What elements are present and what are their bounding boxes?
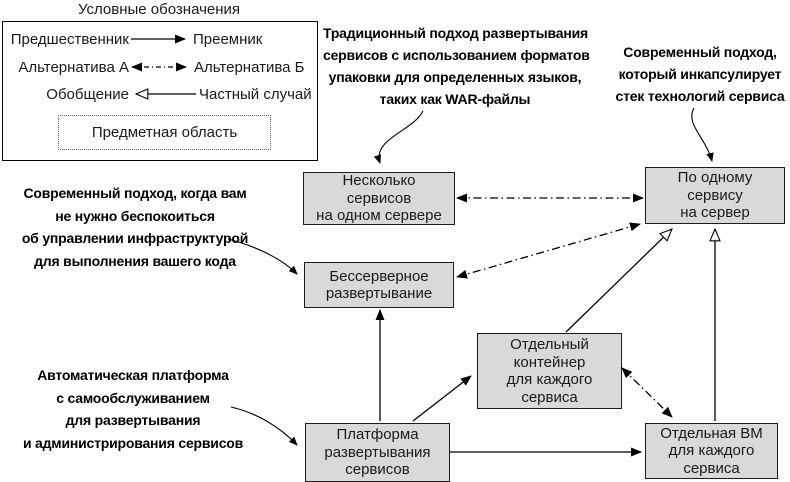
- annotation-platform-note: [2, 364, 264, 454]
- annotation-line: Современный подход, когда вам: [23, 185, 247, 201]
- leader-modern-to-oneper: [692, 108, 712, 161]
- legend-box: [2, 21, 318, 161]
- annotation-line: который инкапсулирует: [618, 66, 782, 82]
- annotation-line: таких как WAR-файлы: [379, 91, 531, 107]
- node-label-line: контейнер: [513, 353, 586, 371]
- annotation-serverless-note: [0, 182, 270, 272]
- node-label-line: сервисов: [346, 189, 412, 207]
- annotation-line: для выполнения вашего кода: [34, 252, 236, 269]
- node-serverless-deployment: [304, 262, 454, 308]
- annotation-line: Автоматическая платформа: [37, 367, 229, 383]
- node-container-per-service: [477, 333, 622, 409]
- node-label-line: сервиса: [683, 459, 740, 477]
- node-label-line: сервисов: [345, 461, 410, 479]
- legend-title: Условные обозначения: [77, 1, 241, 18]
- node-label-line: на одном сервере: [316, 207, 442, 225]
- annotation-line: Традиционный подход развертывания: [323, 25, 588, 41]
- node-one-service-per-server: [645, 167, 785, 224]
- node-label-line: развертывание: [325, 285, 433, 302]
- edge-alternative-serverless-oneper: [457, 224, 640, 277]
- node-label-line: Отдельный: [510, 336, 589, 353]
- node-label-line: сервису: [687, 186, 743, 204]
- node-vm-per-service: [645, 423, 778, 479]
- node-label-line: Несколько: [342, 172, 416, 190]
- legend-domain-area-box: [58, 115, 271, 150]
- node-label-line: По одному: [677, 169, 753, 187]
- legend-generalization-label: Обобщение: [46, 86, 129, 103]
- node-label-line: для каждого: [506, 371, 593, 388]
- annotation-line: стек технологий сервиса: [615, 88, 785, 104]
- edge-container-generalizes-oneper: [566, 229, 672, 332]
- legend-successor-label: Преемник: [193, 31, 263, 48]
- node-multiple-services-single-server: [303, 172, 455, 225]
- node-label-line: развертывания: [324, 443, 431, 461]
- annotation-line: с самообслуживанием: [56, 389, 210, 406]
- annotation-line: для развертывания: [65, 412, 201, 428]
- node-label-line: для каждого: [668, 442, 755, 460]
- node-service-deployment-platform: [305, 423, 450, 482]
- annotation-line: упаковки для определенных языков,: [328, 69, 582, 85]
- node-label-line: Платформа: [336, 426, 419, 444]
- annotation-line: не нужно беспокоиться: [55, 207, 215, 224]
- node-label-line: на сервер: [680, 204, 750, 222]
- annotation-modern-encapsulates: [610, 41, 790, 107]
- edge-alternative-container-vm: [622, 368, 672, 417]
- annotation-line: сервисов с использованием форматов: [323, 47, 590, 63]
- legend-alternative-a-label: Альтернатива А: [18, 59, 129, 76]
- annotation-traditional-approach: [323, 22, 590, 110]
- annotation-line: об управлении инфраструктурой: [21, 230, 249, 246]
- annotation-line: Современный подход,: [623, 44, 777, 60]
- leader-traditional-to-multiple: [379, 111, 423, 163]
- annotation-line: и администрирования сервисов: [22, 434, 244, 451]
- node-label-line: Бессерверное: [329, 267, 429, 285]
- legend-predecessor-label: Предшественник: [10, 31, 129, 48]
- node-label-line: Отдельная ВМ: [660, 424, 763, 442]
- edge-platform-to-container: [413, 376, 471, 421]
- legend-special-case-label: Частный случай: [199, 86, 312, 103]
- node-label-line: сервиса: [521, 388, 578, 406]
- legend-alternative-b-label: Альтернатива Б: [194, 59, 305, 76]
- legend-domain-area-label: Предметная область: [91, 124, 238, 141]
